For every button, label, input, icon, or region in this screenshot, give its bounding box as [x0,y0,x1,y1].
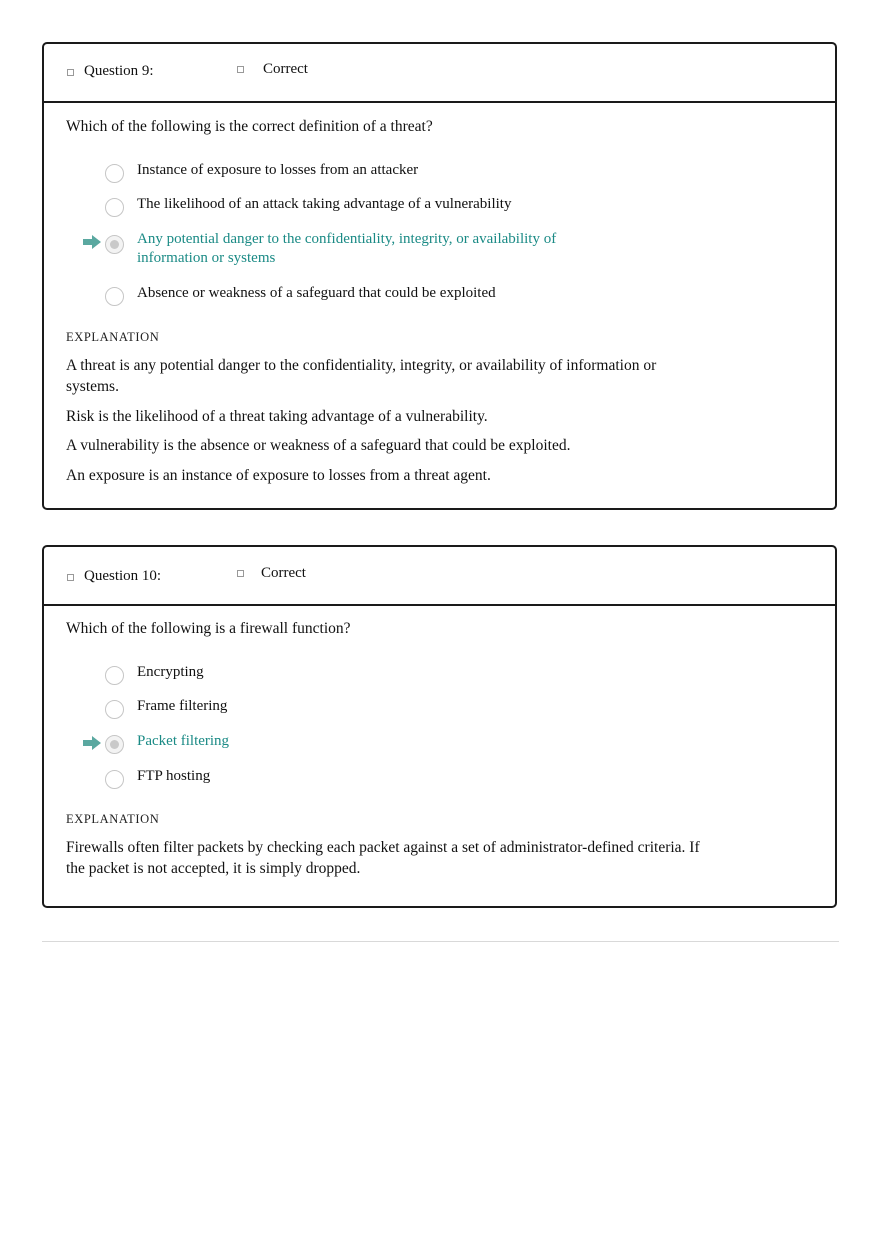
explanation-line: An exposure is an instance of exposure to losses from a threat agent. [66,467,491,484]
option-label: Frame filtering [137,698,228,714]
status-text: Correct [263,61,308,77]
radio-button-selected[interactable] [105,235,124,254]
explanation-line: A vulnerability is the absence or weakness of a safeguard that could be exploited. [66,437,571,454]
radio-button[interactable] [105,700,124,719]
radio-button-selected[interactable] [105,735,124,754]
option-label: Packet filtering [137,733,230,749]
question-header [44,44,835,103]
option-label: Any potential danger to the confidentiality, integrity, or availability of [137,231,557,247]
explanation-heading: EXPLANATION [66,330,160,344]
question-card-10 [42,545,837,908]
option-label: Encrypting [137,664,204,680]
explanation-line: Risk is the likelihood of a threat taking advantage of a vulnerability. [66,408,488,425]
status-icon [237,570,244,577]
option-label-continued: information or systems [137,250,276,266]
option-label: FTP hosting [137,768,211,784]
radio-button[interactable] [105,770,124,789]
question-number: Question 10: [84,568,162,584]
arrow-right-icon [83,235,101,249]
arrow-right-icon [83,736,101,750]
question-prompt: Which of the following is the correct definition of a threat? [66,118,433,135]
explanation-heading: EXPLANATION [66,812,160,826]
option-label: The likelihood of an attack taking advantage of a vulnerability [137,196,512,212]
explanation-paragraph [66,435,726,456]
explanation-line: A threat is any potential danger to the confidentiality, integrity, or availability of information or [66,357,657,374]
question-card-9 [42,42,837,510]
page-divider [42,941,839,942]
explanation-line: systems. [66,378,119,395]
question-header [44,547,835,606]
radio-button[interactable] [105,164,124,183]
explanation-paragraph [66,837,766,879]
flag-checkbox[interactable] [67,574,74,581]
option-label: Absence or weakness of a safeguard that could be exploited [137,285,496,301]
radio-button[interactable] [105,198,124,217]
question-prompt: Which of the following is a firewall function? [66,620,351,637]
explanation-paragraph [66,465,726,486]
explanation-line: the packet is not accepted, it is simply dropped. [66,860,361,877]
question-number: Question 9: [84,63,154,79]
explanation-paragraph [66,355,726,397]
status-text: Correct [261,565,306,581]
status-icon [237,66,244,73]
option-label: Instance of exposure to losses from an attacker [137,162,419,178]
explanation-line: Firewalls often filter packets by checking each packet against a set of administrator-defined criteria. If [66,839,700,856]
explanation-paragraph [66,406,726,427]
radio-button[interactable] [105,666,124,685]
radio-button[interactable] [105,287,124,306]
flag-checkbox[interactable] [67,69,74,76]
